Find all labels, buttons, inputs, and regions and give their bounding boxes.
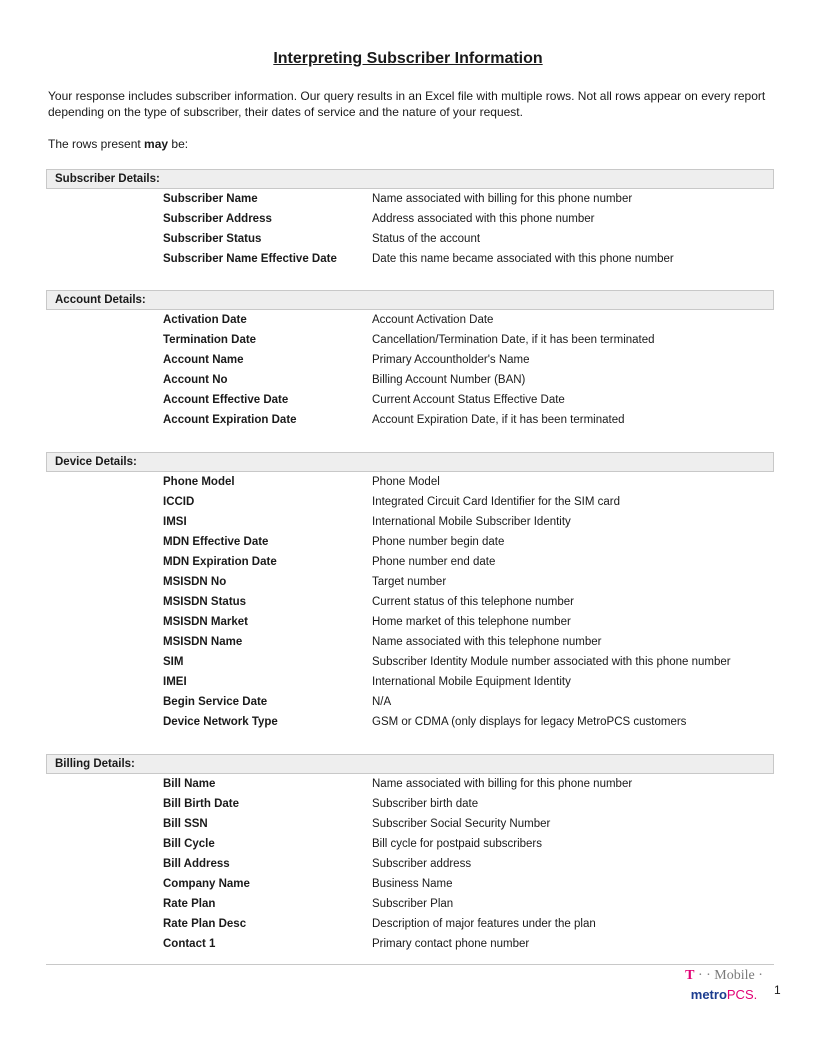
field-description: Integrated Circuit Card Identifier for the SIM card xyxy=(372,496,620,508)
field-row xyxy=(46,552,774,572)
field-row xyxy=(46,472,774,492)
field-description: Status of the account xyxy=(372,233,481,245)
field-row xyxy=(46,532,774,552)
field-label: Activation Date xyxy=(163,314,247,326)
field-label: MSISDN Status xyxy=(163,596,247,608)
rows-present-after: be: xyxy=(168,137,189,151)
field-row xyxy=(46,854,774,874)
field-row xyxy=(46,410,774,430)
field-label: Subscriber Name Effective Date xyxy=(163,253,337,265)
field-row xyxy=(46,834,774,854)
field-description: Home market of this telephone number xyxy=(372,616,571,628)
field-label: ICCID xyxy=(163,496,195,508)
tmobile-metropcs-logo xyxy=(684,968,764,1008)
field-description: Name associated with billing for this phone number xyxy=(372,193,633,205)
field-row xyxy=(46,934,774,954)
footer-rule xyxy=(46,964,774,965)
field-label: Begin Service Date xyxy=(163,696,268,708)
field-description: International Mobile Equipment Identity xyxy=(372,676,571,688)
metropcs-pcs: PCS. xyxy=(726,987,758,1002)
field-row xyxy=(46,492,774,512)
field-row xyxy=(46,692,774,712)
field-row xyxy=(46,794,774,814)
field-description: Account Expiration Date, if it has been terminated xyxy=(372,414,625,426)
field-description: Address associated with this phone number xyxy=(372,213,595,225)
field-row xyxy=(46,512,774,532)
field-row xyxy=(46,914,774,934)
page-title: Interpreting Subscriber Information xyxy=(273,50,543,67)
field-row xyxy=(46,814,774,834)
field-description: Phone number end date xyxy=(372,556,496,568)
field-description: Subscriber Plan xyxy=(372,898,454,910)
field-label: MSISDN No xyxy=(163,576,227,588)
field-row xyxy=(46,189,774,209)
field-description: Name associated with this telephone number xyxy=(372,636,602,648)
field-row xyxy=(46,672,774,692)
field-label: Bill Address xyxy=(163,858,230,870)
field-description: Cancellation/Termination Date, if it has been terminated xyxy=(372,334,655,346)
section-header: Subscriber Details: xyxy=(46,169,774,189)
field-label: Account No xyxy=(163,374,228,386)
field-description: Primary Accountholder's Name xyxy=(372,354,530,366)
rows-present-before: The rows present xyxy=(48,137,145,151)
field-label: Subscriber Name xyxy=(163,193,258,205)
field-description: Phone number begin date xyxy=(372,536,505,548)
section-header: Account Details: xyxy=(46,290,774,310)
field-label: Bill SSN xyxy=(163,818,208,830)
page-number: 1 xyxy=(774,983,781,997)
tmobile-logo xyxy=(684,968,764,984)
field-description: Description of major features under the plan xyxy=(372,918,596,930)
field-row xyxy=(46,572,774,592)
field-row xyxy=(46,229,774,249)
field-row xyxy=(46,310,774,330)
field-list xyxy=(46,774,774,954)
field-description: Target number xyxy=(372,576,447,588)
section-header: Billing Details: xyxy=(46,754,774,774)
field-description: Bill cycle for postpaid subscribers xyxy=(372,838,543,850)
tmobile-wordmark: · · Mobile · xyxy=(694,968,763,983)
field-row xyxy=(46,774,774,794)
field-label: SIM xyxy=(163,656,184,668)
section-header: Device Details: xyxy=(46,452,774,472)
field-row xyxy=(46,712,774,732)
field-description: Subscriber birth date xyxy=(372,798,479,810)
field-row xyxy=(46,350,774,370)
field-label: Account Expiration Date xyxy=(163,414,297,426)
field-description: International Mobile Subscriber Identity xyxy=(372,516,571,528)
field-label: Subscriber Address xyxy=(163,213,272,225)
field-list xyxy=(46,310,774,430)
field-label: Rate Plan Desc xyxy=(163,918,247,930)
field-description: Name associated with billing for this phone number xyxy=(372,778,633,790)
field-label: Termination Date xyxy=(163,334,257,346)
field-row xyxy=(46,370,774,390)
field-label: MSISDN Name xyxy=(163,636,243,648)
field-description: Business Name xyxy=(372,878,453,890)
field-description: N/A xyxy=(372,696,392,708)
field-label: Bill Birth Date xyxy=(163,798,240,810)
field-row xyxy=(46,390,774,410)
field-label: Subscriber Status xyxy=(163,233,262,245)
field-label: Bill Name xyxy=(163,778,216,790)
field-description: Primary contact phone number xyxy=(372,938,530,950)
field-list xyxy=(46,472,774,732)
field-description: Current status of this telephone number xyxy=(372,596,575,608)
intro-paragraph: Your response includes subscriber information. Our query results in an Excel file with multiple rows. Not all rows appear on every report depending on the type of subscriber, their dates of service and the nature of your request. xyxy=(48,89,766,119)
field-row xyxy=(46,652,774,672)
field-label: Rate Plan xyxy=(163,898,216,910)
section-account-details xyxy=(46,290,774,430)
field-row xyxy=(46,209,774,229)
field-label: MDN Effective Date xyxy=(163,536,269,548)
field-description: Date this name became associated with this phone number xyxy=(372,253,674,265)
field-description: Phone Model xyxy=(372,476,440,488)
field-label: MDN Expiration Date xyxy=(163,556,277,568)
field-row xyxy=(46,249,774,269)
field-label: Company Name xyxy=(163,878,250,890)
rows-present-line xyxy=(48,136,188,152)
field-description: Subscriber Identity Module number associated with this phone number xyxy=(372,656,731,668)
field-row xyxy=(46,632,774,652)
field-label: Phone Model xyxy=(163,476,235,488)
field-label: MSISDN Market xyxy=(163,616,248,628)
field-label: Account Effective Date xyxy=(163,394,289,406)
field-label: Contact 1 xyxy=(163,938,216,950)
field-description: Subscriber Social Security Number xyxy=(372,818,551,830)
metropcs-logo xyxy=(684,986,764,1004)
field-description: Account Activation Date xyxy=(372,314,494,326)
field-list xyxy=(46,189,774,269)
field-row xyxy=(46,592,774,612)
field-row xyxy=(46,894,774,914)
field-description: Billing Account Number (BAN) xyxy=(372,374,526,386)
field-description: Subscriber address xyxy=(372,858,472,870)
field-row xyxy=(46,612,774,632)
section-device-details xyxy=(46,452,774,732)
field-description: Current Account Status Effective Date xyxy=(372,394,565,406)
section-billing-details xyxy=(46,754,774,954)
field-row xyxy=(46,874,774,894)
metropcs-metro: metro xyxy=(690,987,727,1002)
field-label: IMEI xyxy=(163,676,187,688)
tmobile-t-mark: T xyxy=(685,968,695,983)
field-row xyxy=(46,330,774,350)
field-label: IMSI xyxy=(163,516,187,528)
field-label: Account Name xyxy=(163,354,244,366)
rows-present-emphasis: may xyxy=(144,137,169,151)
field-label: Bill Cycle xyxy=(163,838,215,850)
field-label: Device Network Type xyxy=(163,716,278,728)
field-description: GSM or CDMA (only displays for legacy MetroPCS customers xyxy=(372,716,687,728)
section-subscriber-details xyxy=(46,169,774,269)
